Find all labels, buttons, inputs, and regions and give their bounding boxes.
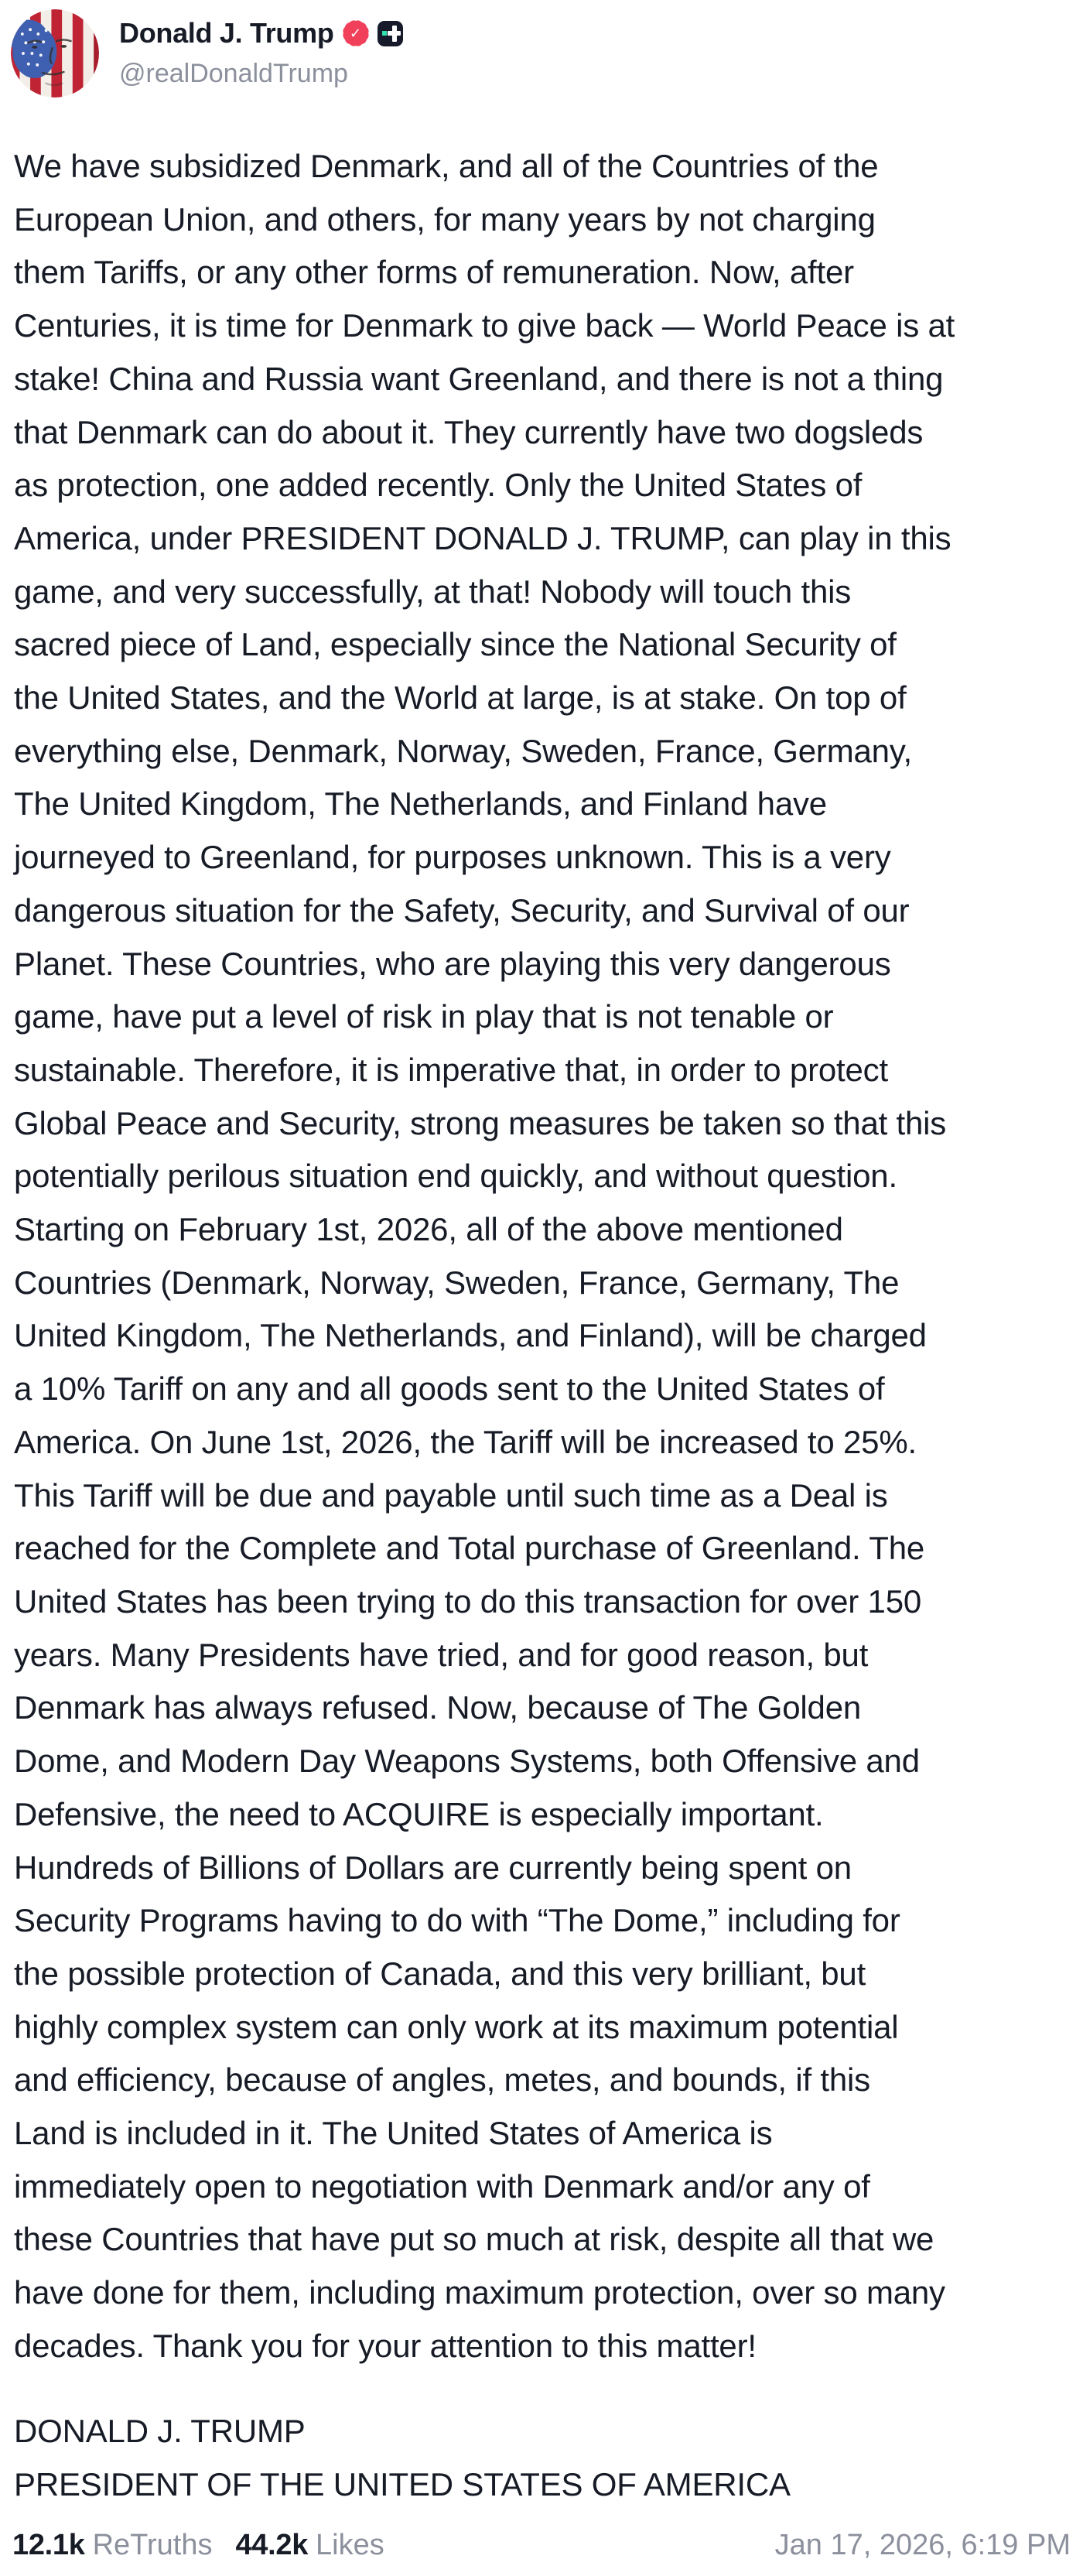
post-text-line: game, and very successfully, at that! Nobody will touch this bbox=[14, 573, 852, 610]
signature-line: PRESIDENT OF THE UNITED STATES OF AMERICA bbox=[14, 2465, 791, 2502]
post-text-line: The United Kingdom, The Netherlands, and Finland have bbox=[14, 785, 827, 823]
signature-line: DONALD J. TRUMP bbox=[14, 2413, 306, 2449]
display-name-row bbox=[119, 17, 403, 50]
post-text-line: stake! China and Russia want Greenland, and there is not a thing bbox=[14, 360, 944, 397]
post-text-line: Dome, and Modern Day Weapons Systems, both Offensive and bbox=[14, 1743, 920, 1780]
post-text-line: America, under PRESIDENT DONALD J. TRUMP, can play in this bbox=[14, 519, 951, 556]
post-text-line: that Denmark can do about it. They currently have two dogsleds bbox=[14, 413, 924, 450]
post-text-line: as protection, one added recently. Only the United States of bbox=[14, 467, 863, 504]
post-text-line: America. On June 1st, 2026, the Tariff will be increased to 25%. bbox=[14, 1423, 917, 1460]
post-text-line: immediately open to negotiation with Denmark and/or any of bbox=[14, 2167, 870, 2205]
profile-avatar[interactable] bbox=[11, 9, 99, 97]
retruths-stat[interactable] bbox=[12, 2527, 212, 2563]
post-text-line: years. Many Presidents have tried, and for good reason, but bbox=[14, 1636, 869, 1673]
post-text-line: highly complex system can only work at its maximum potential bbox=[14, 2008, 899, 2045]
post-text-line: This Tariff will be due and payable until such time as a Deal is bbox=[14, 1476, 888, 1514]
post-text-line: Countries (Denmark, Norway, Sweden, France, Germany, The bbox=[14, 1264, 900, 1301]
post-body-text bbox=[14, 140, 1083, 2373]
post-text-line: European Union, and others, for many years by not charging bbox=[14, 200, 876, 238]
post-text-line: Land is included in it. The United States of America is bbox=[14, 2115, 773, 2152]
likes-label: Likes bbox=[316, 2529, 384, 2561]
post-text-line: the possible protection of Canada, and this very brilliant, but bbox=[14, 1955, 866, 1992]
post-text-line: dangerous situation for the Safety, Security, and Survival of our bbox=[14, 891, 910, 929]
verified-icon bbox=[343, 21, 368, 46]
post-text-line: everything else, Denmark, Norway, Sweden, France, Germany, bbox=[14, 732, 912, 769]
post-text-line: Security Programs having to do with “The Dome,” including for bbox=[14, 1902, 900, 1939]
checkmark-glyph: ✓ bbox=[349, 25, 362, 41]
post-text-line: these Countries that have put so much at risk, despite all that we bbox=[14, 2221, 934, 2258]
post-text-line: We have subsidized Denmark, and all of the Countries of the bbox=[14, 148, 879, 184]
post-text-line: Hundreds of Billions of Dollars are currently being spent on bbox=[14, 1849, 852, 1886]
display-name[interactable]: Donald J. Trump bbox=[119, 17, 334, 49]
post-text-line: United States has been trying to do this transaction for over 150 bbox=[14, 1582, 922, 1620]
post-text-line: Planet. These Countries, who are playing this very dangerous bbox=[14, 945, 891, 982]
post-text-line: Centuries, it is time for Denmark to give back — World Peace is at bbox=[14, 307, 955, 344]
truth-plus-icon bbox=[378, 21, 403, 46]
post-text-line: Denmark has always refused. Now, because of The Golden bbox=[14, 1689, 862, 1726]
post-text-line: sacred piece of Land, especially since the National Security of bbox=[14, 626, 897, 663]
post-text-line: the United States, and the World at large, is at stake. On top of bbox=[14, 679, 907, 717]
post-text-line: Starting on February 1st, 2026, all of the above mentioned bbox=[14, 1211, 843, 1248]
profile-handle[interactable]: @realDonaldTrump bbox=[119, 59, 348, 88]
post-text-line: them Tariffs, or any other forms of remuneration. Now, after bbox=[14, 254, 854, 291]
engagement-stats bbox=[12, 2527, 384, 2563]
post-footer bbox=[12, 2527, 1071, 2563]
post-text-line: decades. Thank you for your attention to this matter! bbox=[14, 2327, 757, 2364]
post-signature bbox=[14, 2405, 791, 2511]
post-header bbox=[11, 9, 403, 97]
post-text-line: Global Peace and Security, strong measures be taken so that this bbox=[14, 1104, 947, 1141]
flag-face-avatar-image bbox=[11, 9, 99, 97]
post-text-line: reached for the Complete and Total purchase of Greenland. The bbox=[14, 1530, 925, 1567]
post-text-line: sustainable. Therefore, it is imperative that, in order to protect bbox=[14, 1051, 888, 1088]
retruths-label: ReTruths bbox=[92, 2529, 213, 2561]
post-text-line: a 10% Tariff on any and all goods sent to the United States of bbox=[14, 1370, 885, 1408]
profile-identity bbox=[119, 9, 403, 89]
retruths-count: 12.1k bbox=[12, 2529, 85, 2561]
post-text-line: journeyed to Greenland, for purposes unknown. This is a very bbox=[14, 839, 891, 876]
likes-stat[interactable] bbox=[235, 2527, 384, 2563]
post-text-line: and efficiency, because of angles, metes, and bounds, if this bbox=[14, 2061, 870, 2099]
likes-count: 44.2k bbox=[235, 2529, 309, 2561]
post-text-line: game, have put a level of risk in play that is not tenable or bbox=[14, 998, 834, 1035]
post-text-line: have done for them, including maximum protection, over so many bbox=[14, 2274, 945, 2311]
post-text-line: Defensive, the need to ACQUIRE is especially important. bbox=[14, 1795, 824, 1832]
post-text-line: potentially perilous situation end quickly, and without question. bbox=[14, 1158, 897, 1195]
post-timestamp[interactable]: Jan 17, 2026, 6:19 PM bbox=[774, 2529, 1071, 2561]
post-text-line: United Kingdom, The Netherlands, and Finland), will be charged bbox=[14, 1317, 927, 1354]
